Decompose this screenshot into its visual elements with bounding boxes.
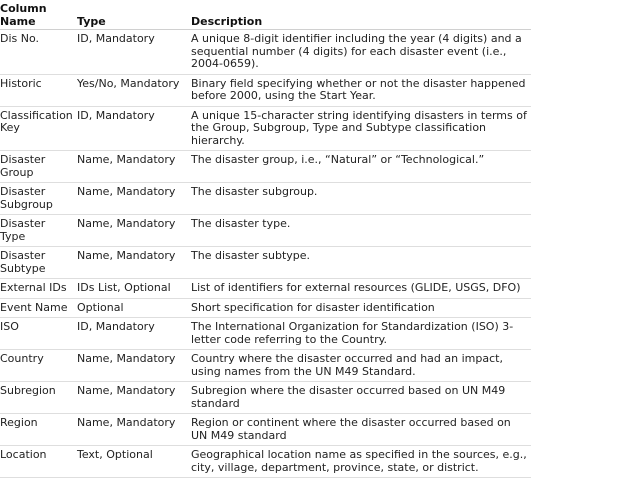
table-row xyxy=(0,318,531,350)
cell-type: IDs List, Optional xyxy=(77,279,191,299)
cell-column-name: Classification Key xyxy=(0,106,77,151)
cell-description: The disaster group, i.e., “Natural” or “Technological.” xyxy=(191,151,531,183)
cell-column-name: Disaster Group xyxy=(0,151,77,183)
table-row xyxy=(0,74,531,106)
cell-description: A unique 15-character string identifying disasters in terms of the Group, Subgroup, Type and Subtype classification hierarchy. xyxy=(191,106,531,151)
column-definitions-table-container xyxy=(0,3,531,478)
table-body xyxy=(0,30,531,478)
cell-column-name: External IDs xyxy=(0,279,77,299)
header-type: Type xyxy=(77,3,191,30)
table-row xyxy=(0,298,531,318)
column-definitions-table xyxy=(0,3,531,478)
cell-description: The International Organization for Standardization (ISO) 3-letter code referring to the Country. xyxy=(191,318,531,350)
cell-column-name: ISO xyxy=(0,318,77,350)
cell-description: The disaster type. xyxy=(191,215,531,247)
cell-description: Country where the disaster occurred and had an impact, using names from the UN M49 Standard. xyxy=(191,350,531,382)
cell-description: Binary field specifying whether or not the disaster happened before 2000, using the Start Year. xyxy=(191,74,531,106)
cell-type: Optional xyxy=(77,298,191,318)
cell-description: The disaster subgroup. xyxy=(191,183,531,215)
cell-description: List of identifiers for external resources (GLIDE, USGS, DFO) xyxy=(191,279,531,299)
cell-type: Name, Mandatory xyxy=(77,215,191,247)
cell-type: ID, Mandatory xyxy=(77,30,191,75)
cell-column-name: Location xyxy=(0,446,77,478)
table-row xyxy=(0,350,531,382)
table-row xyxy=(0,247,531,279)
cell-column-name: Disaster Type xyxy=(0,215,77,247)
table-row xyxy=(0,183,531,215)
cell-column-name: Event Name xyxy=(0,298,77,318)
table-row xyxy=(0,106,531,151)
cell-description: Subregion where the disaster occurred based on UN M49 standard xyxy=(191,382,531,414)
cell-column-name: Region xyxy=(0,414,77,446)
cell-type: Name, Mandatory xyxy=(77,382,191,414)
cell-type: ID, Mandatory xyxy=(77,318,191,350)
table-row xyxy=(0,215,531,247)
cell-type: ID, Mandatory xyxy=(77,106,191,151)
cell-type: Name, Mandatory xyxy=(77,151,191,183)
cell-type: Text, Optional xyxy=(77,446,191,478)
cell-column-name: Dis No. xyxy=(0,30,77,75)
cell-column-name: Subregion xyxy=(0,382,77,414)
table-row xyxy=(0,446,531,478)
cell-column-name: Disaster Subgroup xyxy=(0,183,77,215)
cell-column-name: Disaster Subtype xyxy=(0,247,77,279)
cell-column-name: Country xyxy=(0,350,77,382)
cell-description: A unique 8-digit identifier including the year (4 digits) and a sequential number (4 digits) for each disaster event (i.e., 2004-0659). xyxy=(191,30,531,75)
cell-description: The disaster subtype. xyxy=(191,247,531,279)
table-header-row xyxy=(0,3,531,30)
cell-description: Short specification for disaster identification xyxy=(191,298,531,318)
table-row xyxy=(0,279,531,299)
cell-type: Name, Mandatory xyxy=(77,350,191,382)
cell-type: Yes/No, Mandatory xyxy=(77,74,191,106)
cell-description: Region or continent where the disaster occurred based on UN M49 standard xyxy=(191,414,531,446)
cell-column-name: Historic xyxy=(0,74,77,106)
cell-type: Name, Mandatory xyxy=(77,183,191,215)
header-description: Description xyxy=(191,3,531,30)
table-row xyxy=(0,414,531,446)
table-row xyxy=(0,30,531,75)
table-row xyxy=(0,151,531,183)
cell-type: Name, Mandatory xyxy=(77,414,191,446)
header-column-name: Column Name xyxy=(0,3,77,30)
cell-description: Geographical location name as specified in the sources, e.g., city, village, department, province, state, or district. xyxy=(191,446,531,478)
table-row xyxy=(0,382,531,414)
cell-type: Name, Mandatory xyxy=(77,247,191,279)
